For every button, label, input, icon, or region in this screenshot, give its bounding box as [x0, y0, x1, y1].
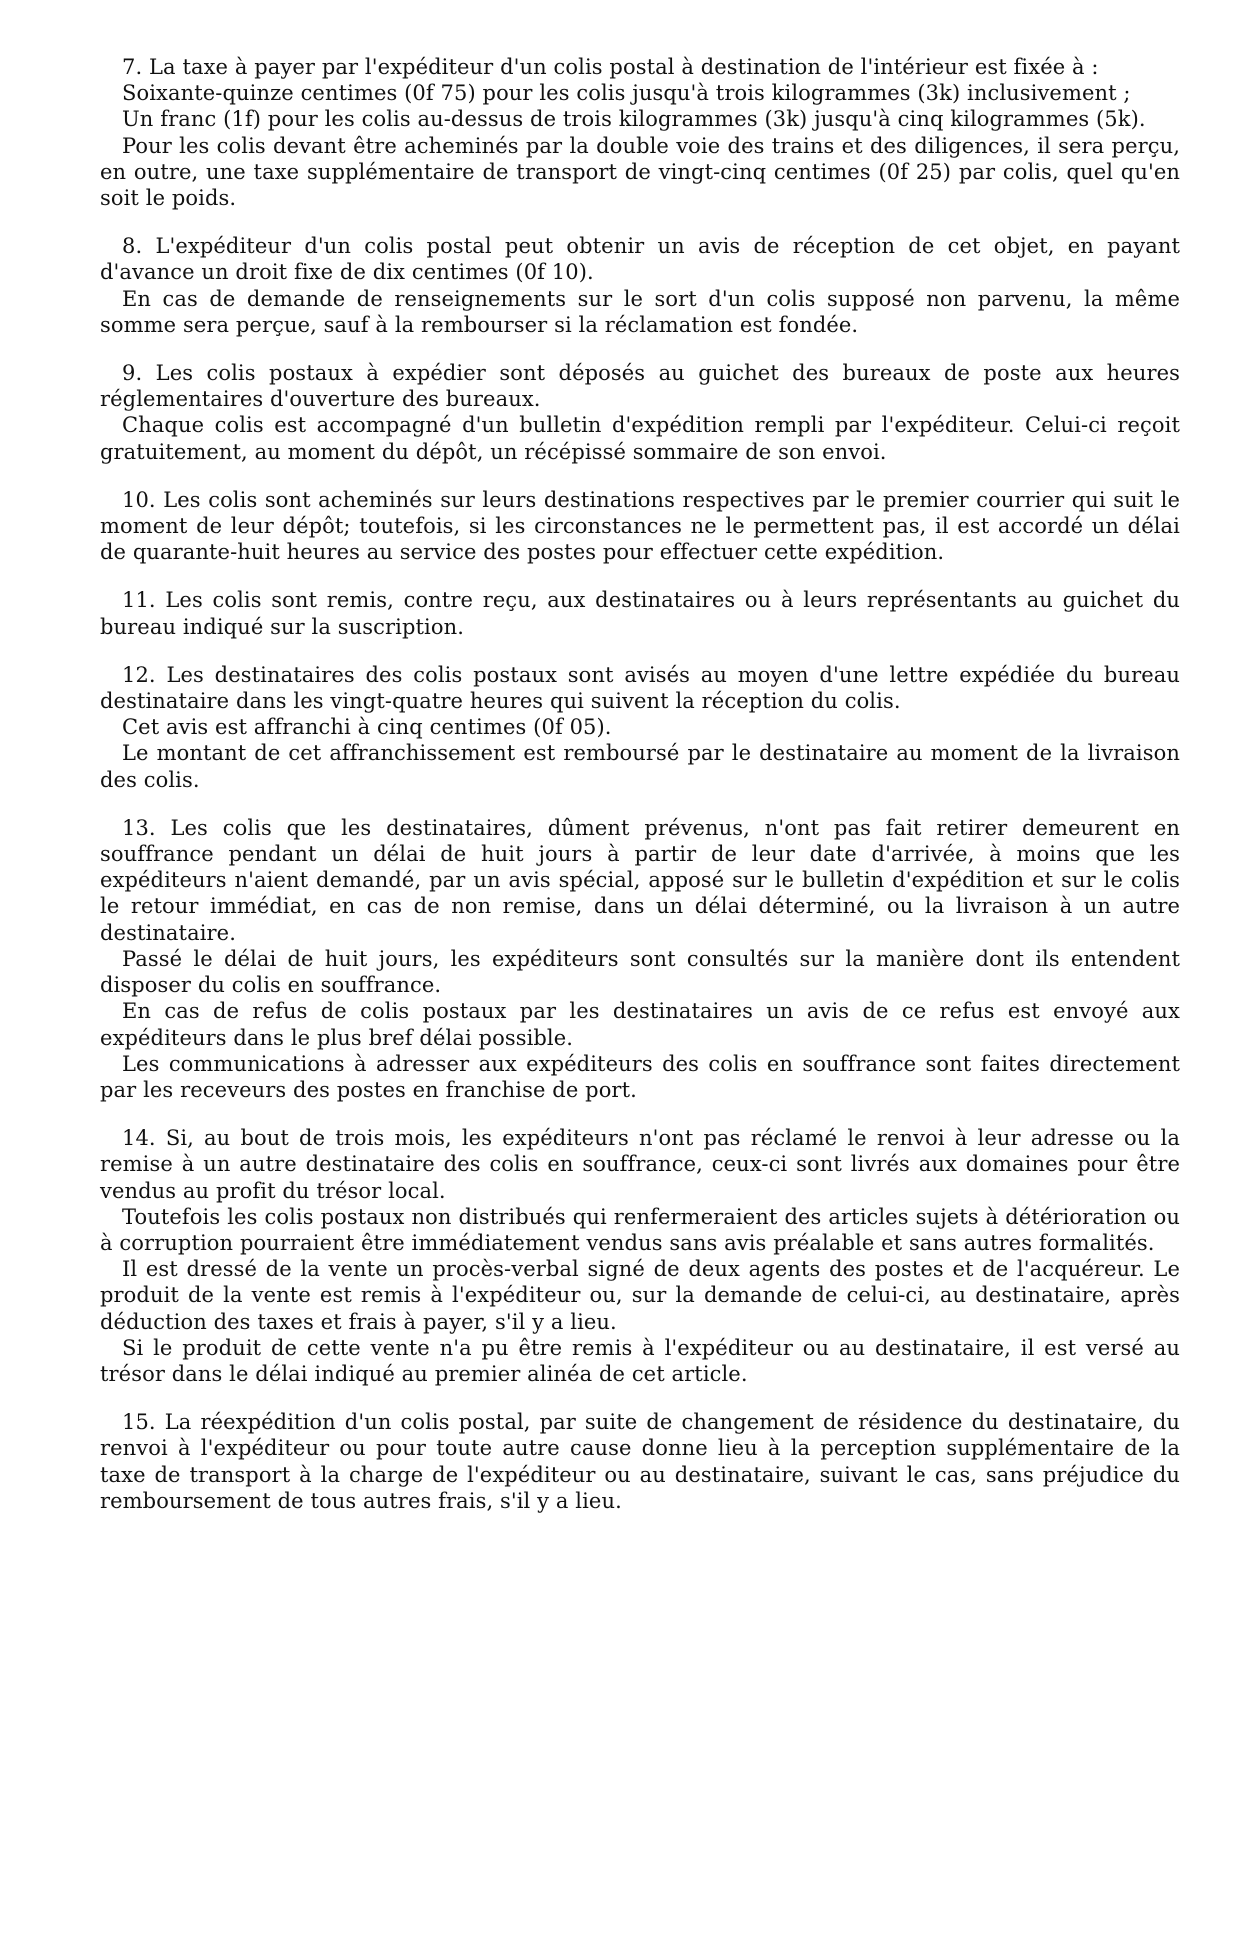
paragraph: Cet avis est affranchi à cinq centimes (0f 05). [122, 715, 612, 740]
article-7 [100, 54, 1180, 211]
paragraph: Passé le délai de huit jours, les expéditeurs sont consultés sur la manière dont ils entendent disposer du colis en souffrance. [100, 946, 1180, 998]
paragraph: 9. Les colis postaux à expédier sont déposés au guichet des bureaux de poste aux heures réglementaires d'ouverture des bureaux. [100, 361, 1180, 412]
paragraph: 8. L'expéditeur d'un colis postal peut obtenir un avis de réception de cet objet, en payant d'avance un droit fixe de dix centimes (0f 10). [100, 234, 1180, 285]
paragraph: 10. Les colis sont acheminés sur leurs destinations respectives par le premier courrier qui suit le moment de leur dépôt; toutefois, si les circonstances ne le permettent pas, il est accordé un délai de quarante-huit heures au service des postes pour effectuer cette expédition. [100, 487, 1180, 565]
article-11 [100, 587, 1180, 639]
paragraph: Toutefois les colis postaux non distribués qui renfermeraient des articles sujets à détérioration ou à corruption pourraient être immédiatement vendus sans avis préalable et sans autres formalités. [100, 1204, 1180, 1255]
article-9 [100, 360, 1180, 465]
paragraph: 14. Si, au bout de trois mois, les expéditeurs n'ont pas réclamé le renvoi à leur adresse ou la remise à un autre destinataire des colis en souffrance, ceux-ci sont livrés aux domaines pour être vendus au profit du trésor local. [100, 1126, 1180, 1203]
paragraph: Pour les colis devant être acheminés par la double voie des trains et des diligences, il sera perçu, en outre, une taxe supplémentaire de transport de vingt-cinq centimes (0f 25) par colis, quel qu'en soit le poids. [100, 133, 1180, 211]
paragraph: Chaque colis est accompagné d'un bulletin d'expédition rempli par l'expéditeur. Celui-ci reçoit gratuitement, au moment du dépôt, un récépissé sommaire de son envoi. [100, 413, 1180, 464]
article-12 [100, 662, 1180, 793]
article-15 [100, 1409, 1180, 1514]
paragraph: En cas de demande de renseignements sur le sort d'un colis supposé non parvenu, la même somme sera perçue, sauf à la rembourser si la réclamation est fondée. [100, 286, 1180, 337]
paragraph: Les communications à adresser aux expéditeurs des colis en souffrance sont faites directement par les receveurs des postes en franchise de port. [100, 1051, 1180, 1102]
paragraph: 11. Les colis sont remis, contre reçu, aux destinataires ou à leurs représentants au guichet du bureau indiqué sur la suscription. [100, 588, 1180, 639]
article-10 [100, 487, 1180, 566]
paragraph: Si le produit de cette vente n'a pu être remis à l'expéditeur ou au destinataire, il est versé au trésor dans le délai indiqué au premier alinéa de cet article. [100, 1335, 1180, 1386]
paragraph: En cas de refus de colis postaux par les destinataires un avis de ce refus est envoyé aux expéditeurs dans le plus bref délai possible. [100, 999, 1180, 1050]
paragraph: 12. Les destinataires des colis postaux sont avisés au moyen d'une lettre expédiée du bureau destinataire dans les vingt-quatre heures qui suivent la réception du colis. [100, 662, 1180, 714]
paragraph: Un franc (1f) pour les colis au-dessus de trois kilogrammes (3k) jusqu'à cinq kilogrammes (5k). [122, 107, 1146, 132]
article-8 [100, 233, 1180, 338]
paragraph: Il est dressé de la vente un procès-verbal signé de deux agents des postes et de l'acquéreur. Le produit de la vente est remis à l'expéditeur ou, sur la demande de celui-ci, au destinataire, après déduction des taxes et frais à payer, s'il y a lieu. [100, 1257, 1180, 1334]
article-14 [100, 1125, 1180, 1387]
paragraph: 15. La réexpédition d'un colis postal, par suite de changement de résidence du destinataire, du renvoi à l'expéditeur ou pour toute autre cause donne lieu à la perception supplémentaire de la taxe de transport à la charge de l'expéditeur ou au destinataire, suivant le cas, sans préjudice du remboursement de tous autres frais, s'il y a lieu. [100, 1410, 1180, 1513]
paragraph: 13. Les colis que les destinataires, dûment prévenus, n'ont pas fait retirer demeurent en souffrance pendant un délai de huit jours à partir de leur date d'arrivée, à moins que les expéditeurs n'aient demandé, par un avis spécial, apposé sur le bulletin d'expédition et sur le colis le retour immédiat, en cas de non remise, dans un délai déterminé, ou la livraison à un autre destinataire. [100, 815, 1180, 945]
paragraph: 7. La taxe à payer par l'expéditeur d'un colis postal à destination de l'intérieur est fixée à : [122, 55, 1099, 79]
article-13 [100, 815, 1180, 1103]
paragraph: Le montant de cet affranchissement est remboursé par le destinataire au moment de la livraison des colis. [100, 741, 1180, 792]
paragraph: Soixante-quinze centimes (0f 75) pour les colis jusqu'à trois kilogrammes (3k) inclusivement ; [122, 81, 1131, 106]
